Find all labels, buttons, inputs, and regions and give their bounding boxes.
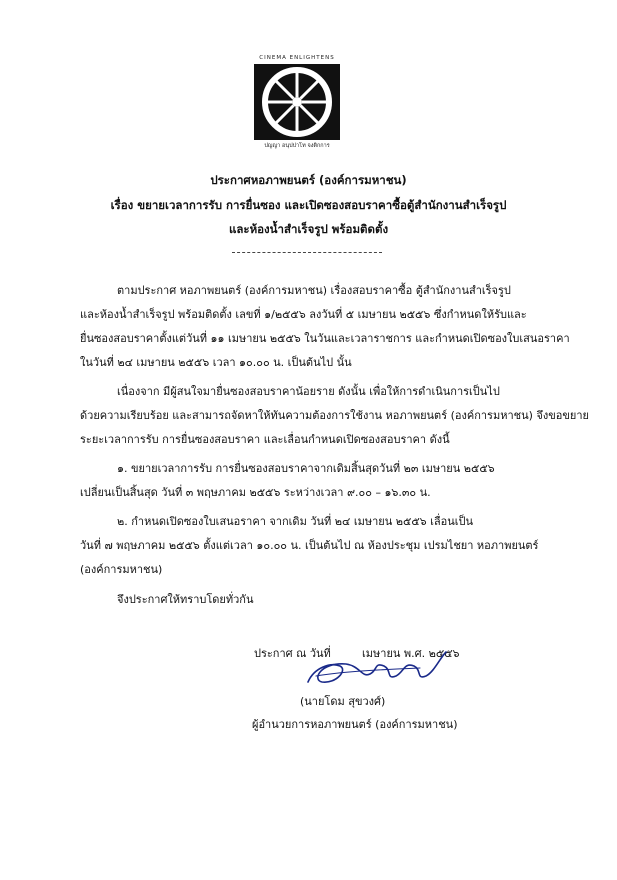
film-archive-logo: [248, 55, 346, 155]
paragraph-1-line-4: ในวันที่ ๒๔ เมษายน ๒๕๕๖ เวลา ๑๐.๐๐ น. เป็นต้นไป นั้น: [80, 356, 352, 369]
item-2-line-3: (องค์การมหาชน): [80, 563, 163, 576]
paragraph-2-line-3: ระยะเวลาการรับ การยื่นซองสอบราคา และเลื่อนกำหนดเปิดซองสอบราคา ดังนี้: [80, 433, 450, 446]
announcement-subject: เรื่อง ขยายเวลาการรับ การยื่นซอง และเปิดซองสอบราคาซื้อตู้สำนักงานสำเร็จรูป: [110, 198, 507, 212]
paragraph-1-line-3: ยื่นซองสอบราคาตั้งแต่วันที่ ๑๑ เมษายน ๒๕๕๖ ในวันและเวลาราชการ และกำหนดเปิดซองใบเสนอราคา: [80, 332, 570, 345]
paragraph-1-line-2: และห้องน้ำสำเร็จรูป พร้อมติดตั้ง เลขที่ ๑/๒๕๕๖ ลงวันที่ ๕ เมษายน ๒๕๕๖ ซึ่งกำหนดให้รับและ: [80, 308, 527, 321]
paragraph-1-line-1: ตามประกาศ หอภาพยนตร์ (องค์การมหาชน) เรื่องสอบราคาซื้อ ตู้สำนักงานสำเร็จรูป: [117, 284, 511, 297]
logo-motto-top: CINEMA ENLIGHTENS: [259, 55, 335, 61]
film-reel-icon: [254, 64, 340, 140]
item-1-line-2: เปลี่ยนเป็นสิ้นสุด วันที่ ๓ พฤษภาคม ๒๕๕๖ ระหว่างเวลา ๙.๐๐ – ๑๖.๓๐ น.: [80, 486, 431, 499]
title-divider: [232, 252, 382, 253]
announcement-date: เมษายน พ.ศ. ๒๕๕๖: [362, 647, 460, 660]
item-2-line-1: ๒. กำหนดเปิดซองใบเสนอราคา จากเดิม วันที่ ๒๔ เมษายน ๒๕๕๖ เลื่อนเป็น: [117, 515, 474, 528]
paragraph-2-line-1: เนื่องจาก มีผู้สนใจมายื่นซองสอบราคาน้อยราย ดังนั้น เพื่อให้การดำเนินการเป็นไป: [117, 385, 500, 398]
signatory-name: (นายโดม สุขวงศ์): [300, 695, 386, 708]
closing-statement: จึงประกาศให้ทราบโดยทั่วกัน: [117, 593, 254, 606]
announcement-title: ประกาศหอภาพยนตร์ (องค์การมหาชน): [210, 173, 407, 187]
logo-motto-bottom: ปญญา อนุปปาโท จงติกการ: [264, 143, 330, 149]
director-signature: [300, 648, 460, 694]
item-2-line-2: วันที่ ๗ พฤษภาคม ๒๕๕๖ ตั้งแต่เวลา ๑๐.๐๐ น. เป็นต้นไป ณ ห้องประชุม เปรมไชยา หอภาพยนตร์: [80, 539, 539, 552]
paragraph-2-line-2: ด้วยความเรียบร้อย และสามารถจัดหาให้ทันความต้องการใช้งาน หอภาพยนตร์ (องค์การมหาชน) จึงขอขยาย: [80, 409, 589, 422]
announced-on-label: ประกาศ ณ วันที่: [254, 647, 331, 660]
announcement-subject-cont: และห้องน้ำสำเร็จรูป พร้อมติดตั้ง: [228, 222, 389, 236]
item-1-line-1: ๑. ขยายเวลาการรับ การยื่นซองสอบราคาจากเดิมสิ้นสุดวันที่ ๒๓ เมษายน ๒๕๕๖: [117, 462, 495, 475]
signatory-position: ผู้อำนวยการหอภาพยนตร์ (องค์การมหาชน): [252, 718, 458, 731]
